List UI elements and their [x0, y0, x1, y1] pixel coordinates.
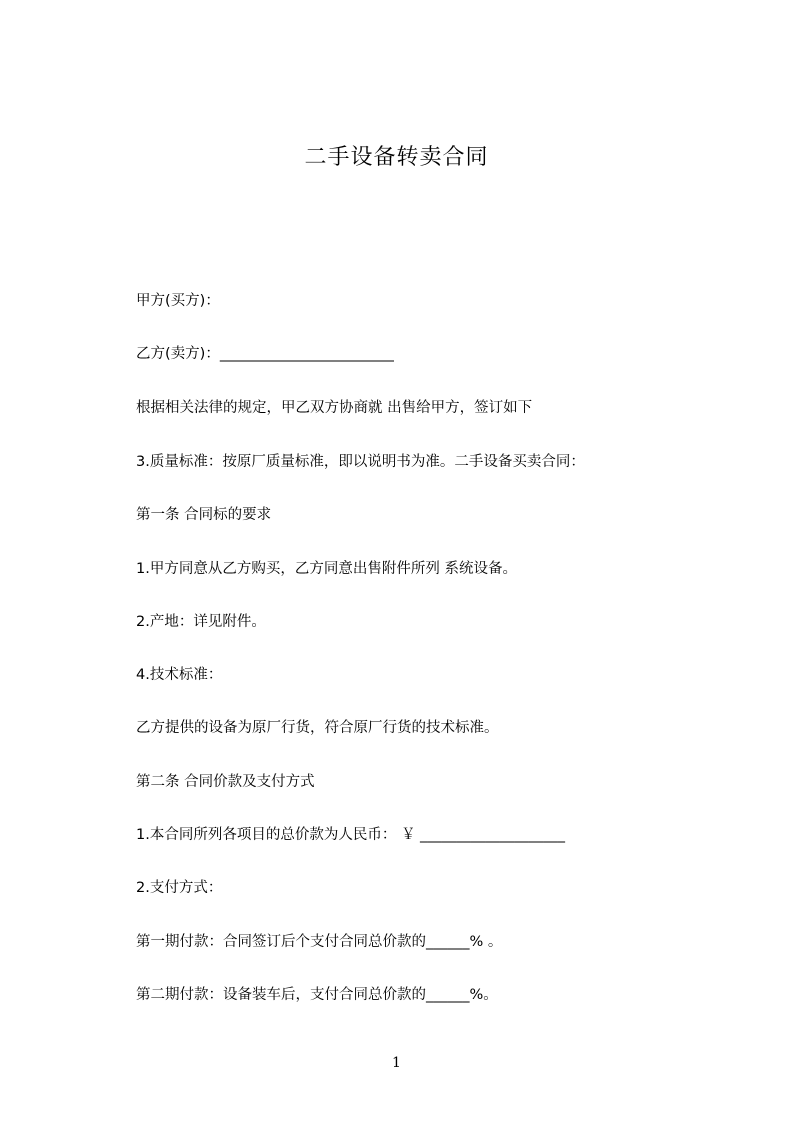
article-two-heading: 第二条 合同价款及支付方式 — [136, 774, 315, 790]
clause-origin: 2.产地：详见附件。 — [136, 614, 266, 630]
technical-standard-paragraph: 乙方提供的设备为原厂行货，符合原厂行货的技术标准。 — [136, 720, 499, 736]
party-a-line: 甲方(买方)： — [136, 293, 220, 309]
clause-payment-method: 2.支付方式： — [136, 880, 223, 896]
article-one-heading: 第一条 合同标的要求 — [136, 507, 272, 523]
clause-total-price: 1.本合同所列各项目的总价款为人民币： ￥ ____________________ — [136, 827, 566, 843]
clause-purchase-agreement: 1.甲方同意从乙方购买，乙方同意出售附件所列 系统设备。 — [136, 561, 517, 577]
document-title: 二手设备转卖合同 — [304, 145, 489, 170]
page-number: 1 — [392, 1055, 401, 1071]
first-payment-line: 第一期付款：合同签订后个支付合同总价款的______% 。 — [136, 934, 503, 950]
quality-standard-paragraph: 3.质量标准：按原厂质量标准，即以说明书为准。二手设备买卖合同： — [136, 454, 585, 470]
clause-technical-standard: 4.技术标准： — [136, 667, 223, 683]
second-payment-line: 第二期付款：设备装车后，支付合同总价款的______%。 — [136, 987, 498, 1003]
party-b-line: 乙方(卖方)：________________________ — [136, 346, 394, 362]
preamble-paragraph: 根据相关法律的规定，甲乙双方协商就 出售给甲方，签订如下 — [136, 400, 533, 416]
